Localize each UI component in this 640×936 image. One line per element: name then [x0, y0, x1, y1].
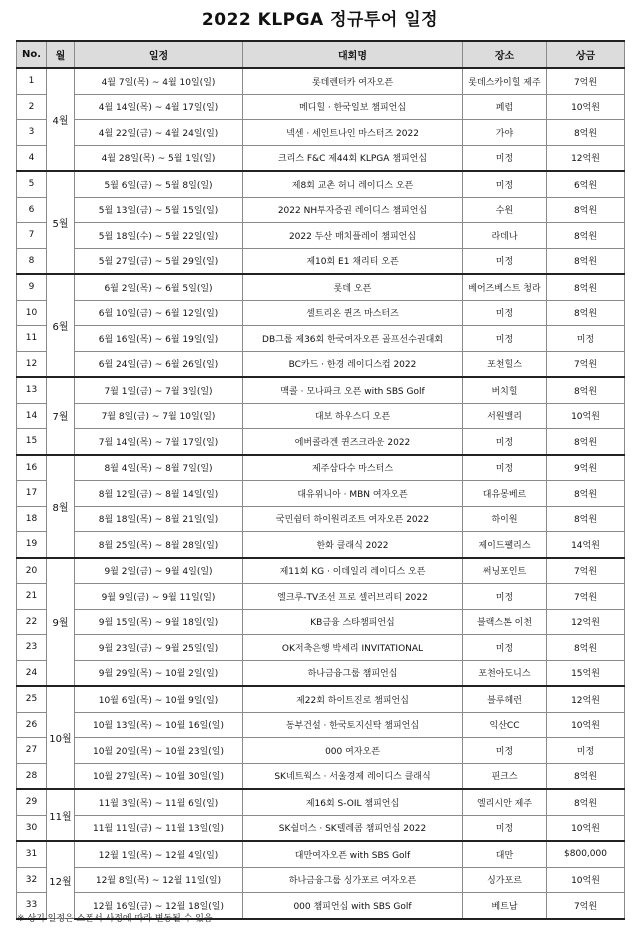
row-venue: 엘리시안 제주: [463, 789, 547, 815]
row-event: SK쉴더스 · SK텔레콤 챔피언십 2022: [243, 815, 463, 841]
row-no: 11: [17, 326, 47, 352]
row-venue: 대유몽베르: [463, 481, 547, 507]
row-prize: 8억원: [547, 377, 625, 403]
table-row: [17, 94, 625, 120]
row-venue: 포천힐스: [463, 351, 547, 377]
row-no: 18: [17, 506, 47, 532]
row-prize: 7억원: [547, 351, 625, 377]
row-prize: 10억원: [547, 867, 625, 893]
row-no: 7: [17, 223, 47, 249]
row-no: 28: [17, 763, 47, 789]
table-row: [17, 789, 625, 815]
row-no: 14: [17, 403, 47, 429]
row-venue: 페럼: [463, 94, 547, 120]
row-date: 8월 18일(목) ~ 8월 21일(일): [75, 506, 243, 532]
table-row: [17, 686, 625, 712]
row-venue: 제이드팰리스: [463, 532, 547, 558]
row-venue: 블랙스톤 이천: [463, 609, 547, 635]
row-prize: 8억원: [547, 481, 625, 507]
footnote: ※ 상기 일정은 스폰서 사정에 따라 변동될 수 있음: [17, 914, 213, 924]
row-prize: 12억원: [547, 145, 625, 171]
row-prize: 14억원: [547, 532, 625, 558]
schedule-table: [16, 40, 625, 920]
row-date: 12월 16일(금) ~ 12월 18일(일): [75, 893, 243, 919]
row-event: 셀트리온 퀸즈 마스터즈: [243, 300, 463, 326]
row-no: 12: [17, 351, 47, 377]
row-prize: 6억원: [547, 171, 625, 197]
header-venue: 장소: [463, 41, 547, 68]
row-prize: 8억원: [547, 763, 625, 789]
row-date: 4월 7일(목) ~ 4월 10일(일): [75, 68, 243, 94]
row-prize: 8억원: [547, 789, 625, 815]
row-date: 10월 20일(목) ~ 10월 23일(일): [75, 738, 243, 764]
row-event: SK네트웍스 · 서울경제 레이디스 클래식: [243, 763, 463, 789]
row-event: 하나금융그룹 싱가포르 여자오픈: [243, 867, 463, 893]
row-event: 하나금융그룹 챔피언십: [243, 660, 463, 686]
row-date: 6월 2일(목) ~ 6월 5일(일): [75, 274, 243, 300]
row-venue: 미정: [463, 171, 547, 197]
row-prize: $800,000: [547, 841, 625, 867]
row-month: 12월: [47, 841, 75, 919]
row-date: 8월 4일(목) ~ 8월 7일(일): [75, 455, 243, 481]
row-no: 5: [17, 171, 47, 197]
row-date: 4월 28일(목) ~ 5월 1일(일): [75, 145, 243, 171]
row-event: 000 챔피언십 with SBS Golf: [243, 893, 463, 919]
row-date: 9월 2일(금) ~ 9월 4일(일): [75, 558, 243, 584]
page-title: 2022 KLPGA 정규투어 일정: [201, 10, 439, 30]
row-date: 4월 22일(금) ~ 4월 24일(일): [75, 120, 243, 146]
table-row: [17, 248, 625, 274]
row-prize: 7억원: [547, 584, 625, 610]
row-date: 9월 9일(금) ~ 9월 11일(일): [75, 584, 243, 610]
row-date: 7월 1일(금) ~ 7월 3일(일): [75, 377, 243, 403]
table-row: [17, 351, 625, 377]
header-date: 일정: [75, 41, 243, 68]
row-event: 한화 클래식 2022: [243, 532, 463, 558]
row-date: 11월 11일(금) ~ 11월 13일(일): [75, 815, 243, 841]
row-event: 대유위니아 · MBN 여자오픈: [243, 481, 463, 507]
row-no: 8: [17, 248, 47, 274]
row-event: 엘크루-TV조선 프로 셀러브리티 2022: [243, 584, 463, 610]
row-no: 21: [17, 584, 47, 610]
row-event: 롯데 오픈: [243, 274, 463, 300]
table-row: [17, 763, 625, 789]
row-no: 23: [17, 635, 47, 661]
row-event: 에버콜라겐 퀸즈크라운 2022: [243, 429, 463, 455]
row-venue: 미정: [463, 300, 547, 326]
table-row: [17, 171, 625, 197]
schedule-body: [17, 68, 625, 919]
row-event: 제16회 S-OIL 챔피언십: [243, 789, 463, 815]
row-venue: 미정: [463, 584, 547, 610]
row-prize: 8억원: [547, 635, 625, 661]
row-prize: 7억원: [547, 68, 625, 94]
row-prize: 8억원: [547, 300, 625, 326]
row-date: 9월 15일(목) ~ 9월 18일(일): [75, 609, 243, 635]
row-prize: 미정: [547, 738, 625, 764]
row-month: 11월: [47, 789, 75, 841]
table-header-row: [17, 41, 625, 68]
row-month: 8월: [47, 455, 75, 558]
row-no: 1: [17, 68, 47, 94]
row-date: 6월 24일(금) ~ 6월 26일(일): [75, 351, 243, 377]
row-prize: 8억원: [547, 506, 625, 532]
row-venue: 미정: [463, 815, 547, 841]
table-row: [17, 712, 625, 738]
row-no: 29: [17, 789, 47, 815]
row-no: 17: [17, 481, 47, 507]
row-event: 제8회 교촌 허니 레이디스 오픈: [243, 171, 463, 197]
table-row: [17, 867, 625, 893]
row-date: 11월 3일(목) ~ 11월 6일(일): [75, 789, 243, 815]
row-event: 제22회 하이트진로 챔피언십: [243, 686, 463, 712]
row-no: 2: [17, 94, 47, 120]
row-date: 6월 10일(금) ~ 6월 12일(일): [75, 300, 243, 326]
row-no: 30: [17, 815, 47, 841]
row-prize: 9억원: [547, 455, 625, 481]
row-event: 국민쉼터 하이원리조트 여자오픈 2022: [243, 506, 463, 532]
row-prize: 10억원: [547, 94, 625, 120]
row-venue: 서원밸리: [463, 403, 547, 429]
table-row: [17, 481, 625, 507]
row-event: 크리스 F&C 제44회 KLPGA 챔피언십: [243, 145, 463, 171]
table-row: [17, 584, 625, 610]
table-row: [17, 609, 625, 635]
table-row: [17, 506, 625, 532]
row-venue: 블루헤런: [463, 686, 547, 712]
row-prize: 12억원: [547, 686, 625, 712]
row-date: 8월 12일(금) ~ 8월 14일(일): [75, 481, 243, 507]
row-prize: 10억원: [547, 403, 625, 429]
row-no: 22: [17, 609, 47, 635]
row-prize: 7억원: [547, 893, 625, 919]
row-prize: 8억원: [547, 223, 625, 249]
row-venue: 하이원: [463, 506, 547, 532]
row-no: 24: [17, 660, 47, 686]
row-event: 맥콜 · 모나파크 오픈 with SBS Golf: [243, 377, 463, 403]
row-venue: 대만: [463, 841, 547, 867]
table-row: [17, 403, 625, 429]
row-no: 9: [17, 274, 47, 300]
row-date: 8월 25일(목) ~ 8월 28일(일): [75, 532, 243, 558]
row-date: 5월 6일(금) ~ 5월 8일(일): [75, 171, 243, 197]
row-no: 10: [17, 300, 47, 326]
row-no: 19: [17, 532, 47, 558]
table-row: [17, 223, 625, 249]
row-venue: 미정: [463, 738, 547, 764]
row-venue: 써닝포인트: [463, 558, 547, 584]
row-event: 넥센 · 세인트나인 마스터즈 2022: [243, 120, 463, 146]
row-prize: 8억원: [547, 274, 625, 300]
row-venue: 익산CC: [463, 712, 547, 738]
row-month: 5월: [47, 171, 75, 274]
row-venue: 포천아도니스: [463, 660, 547, 686]
row-venue: 베어즈베스트 청라: [463, 274, 547, 300]
table-row: [17, 815, 625, 841]
row-prize: 15억원: [547, 660, 625, 686]
row-venue: 미정: [463, 429, 547, 455]
row-venue: 롯데스카이힐 제주: [463, 68, 547, 94]
header-prize: 상금: [547, 41, 625, 68]
row-venue: 가야: [463, 120, 547, 146]
row-event: 제주삼다수 마스터스: [243, 455, 463, 481]
row-month: 10월: [47, 686, 75, 789]
row-date: 9월 29일(목) ~ 10월 2일(일): [75, 660, 243, 686]
table-row: [17, 635, 625, 661]
row-event: OK저축은행 박세리 INVITATIONAL: [243, 635, 463, 661]
row-no: 32: [17, 867, 47, 893]
row-event: KB금융 스타챔피언십: [243, 609, 463, 635]
row-prize: 8억원: [547, 248, 625, 274]
table-row: [17, 326, 625, 352]
row-venue: 핀크스: [463, 763, 547, 789]
row-prize: 미정: [547, 326, 625, 352]
row-event: 제10회 E1 채리티 오픈: [243, 248, 463, 274]
row-prize: 10억원: [547, 815, 625, 841]
row-date: 5월 18일(수) ~ 5월 22일(일): [75, 223, 243, 249]
row-date: 7월 14일(목) ~ 7월 17일(일): [75, 429, 243, 455]
table-row: [17, 274, 625, 300]
row-no: 25: [17, 686, 47, 712]
row-no: 4: [17, 145, 47, 171]
row-no: 31: [17, 841, 47, 867]
table-row: [17, 841, 625, 867]
header-month: 월: [47, 41, 75, 68]
row-venue: 싱가포르: [463, 867, 547, 893]
row-no: 33: [17, 893, 47, 919]
row-no: 26: [17, 712, 47, 738]
row-event: 2022 NH투자증권 레이디스 챔피언십: [243, 197, 463, 223]
row-event: 대만여자오픈 with SBS Golf: [243, 841, 463, 867]
table-row: [17, 197, 625, 223]
row-venue: 미정: [463, 145, 547, 171]
row-no: 15: [17, 429, 47, 455]
row-prize: 10억원: [547, 712, 625, 738]
row-date: 10월 6일(목) ~ 10월 9일(일): [75, 686, 243, 712]
row-date: 10월 13일(목) ~ 10월 16일(일): [75, 712, 243, 738]
row-venue: 미정: [463, 455, 547, 481]
row-prize: 7억원: [547, 558, 625, 584]
table-row: [17, 660, 625, 686]
table-row: [17, 558, 625, 584]
row-no: 27: [17, 738, 47, 764]
row-event: 메디힐 · 한국일보 챔피언십: [243, 94, 463, 120]
table-row: [17, 68, 625, 94]
row-no: 16: [17, 455, 47, 481]
table-row: [17, 300, 625, 326]
row-event: DB그룹 제36회 한국여자오픈 골프선수권대회: [243, 326, 463, 352]
table-row: [17, 738, 625, 764]
row-prize: 8억원: [547, 429, 625, 455]
row-date: 6월 16일(목) ~ 6월 19일(일): [75, 326, 243, 352]
row-date: 5월 27일(금) ~ 5월 29일(일): [75, 248, 243, 274]
row-prize: 8억원: [547, 197, 625, 223]
table-row: [17, 377, 625, 403]
row-venue: 미정: [463, 248, 547, 274]
row-event: 000 여자오픈: [243, 738, 463, 764]
row-date: 9월 23일(금) ~ 9월 25일(일): [75, 635, 243, 661]
row-no: 3: [17, 120, 47, 146]
row-no: 13: [17, 377, 47, 403]
table-row: [17, 455, 625, 481]
row-venue: 미정: [463, 635, 547, 661]
row-event: 2022 두산 매치플레이 챔피언십: [243, 223, 463, 249]
table-row: [17, 145, 625, 171]
header-event: 대회명: [243, 41, 463, 68]
row-date: 10월 27일(목) ~ 10월 30일(일): [75, 763, 243, 789]
row-venue: 버치힐: [463, 377, 547, 403]
row-venue: 베트남: [463, 893, 547, 919]
row-venue: 미정: [463, 326, 547, 352]
row-date: 5월 13일(금) ~ 5월 15일(일): [75, 197, 243, 223]
row-event: 제11회 KG · 이데일리 레이디스 오픈: [243, 558, 463, 584]
row-month: 9월: [47, 558, 75, 687]
row-event: 대보 하우스디 오픈: [243, 403, 463, 429]
row-event: 롯데렌터카 여자오픈: [243, 68, 463, 94]
row-prize: 12억원: [547, 609, 625, 635]
table-row: [17, 120, 625, 146]
row-no: 6: [17, 197, 47, 223]
row-event: BC카드 · 한경 레이디스컵 2022: [243, 351, 463, 377]
row-venue: 수원: [463, 197, 547, 223]
row-date: 4월 14일(목) ~ 4월 17일(일): [75, 94, 243, 120]
table-row: [17, 532, 625, 558]
row-event: 동부건설 · 한국토지신탁 챔피언십: [243, 712, 463, 738]
header-no: No.: [17, 41, 47, 68]
row-venue: 라데나: [463, 223, 547, 249]
row-month: 7월: [47, 377, 75, 455]
row-date: 7월 8일(금) ~ 7월 10일(일): [75, 403, 243, 429]
row-date: 12월 8일(목) ~ 12월 11일(일): [75, 867, 243, 893]
row-no: 20: [17, 558, 47, 584]
row-prize: 8억원: [547, 120, 625, 146]
row-date: 12월 1일(목) ~ 12월 4일(일): [75, 841, 243, 867]
row-month: 4월: [47, 68, 75, 171]
table-row: [17, 429, 625, 455]
row-month: 6월: [47, 274, 75, 377]
